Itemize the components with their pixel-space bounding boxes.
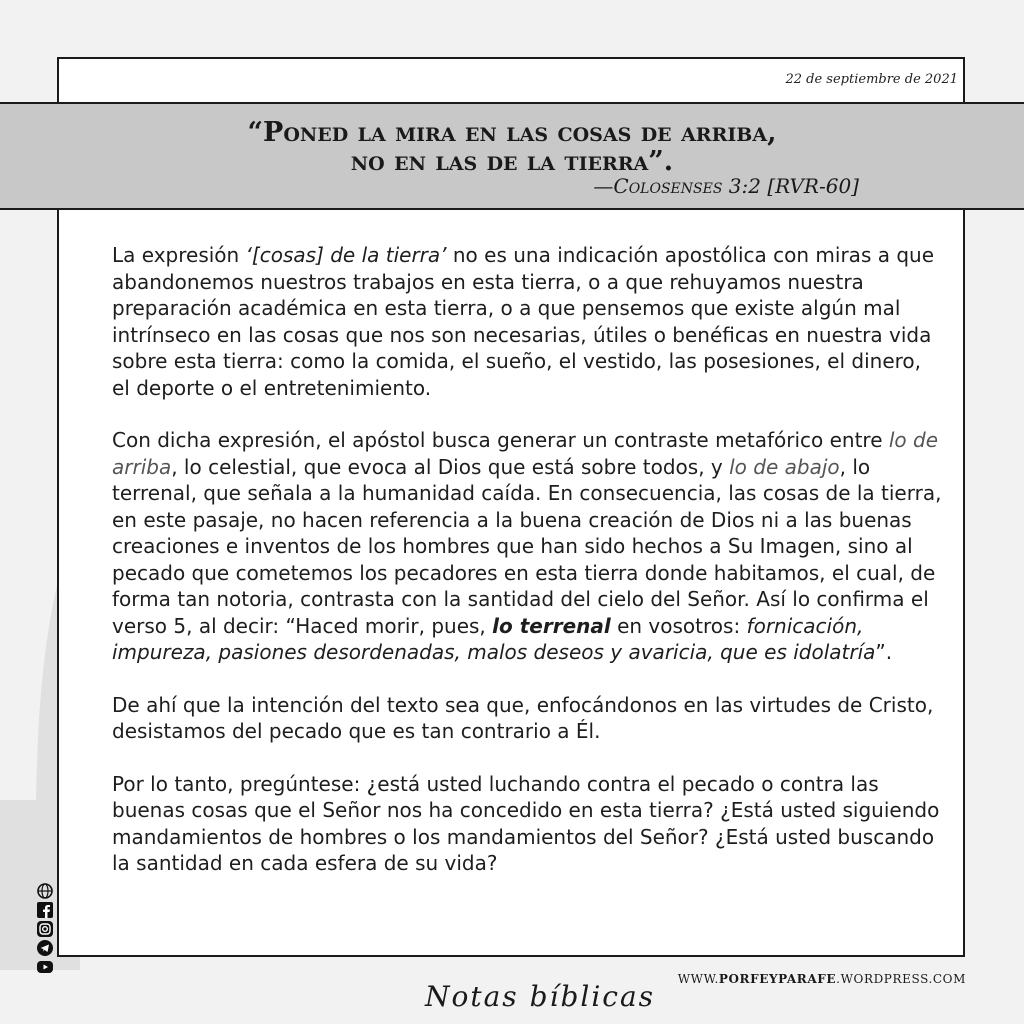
p2-emphasis-3: fornicación, impureza, pasiones desordenadas, malos deseos y avaricia, que es idolatría bbox=[112, 613, 876, 664]
verse-line-1: “Poned la mira en las cosas de arriba, bbox=[247, 117, 777, 148]
p2-text-5: ”. bbox=[875, 640, 893, 664]
website-bold: PORFEYPARAFE bbox=[718, 972, 837, 986]
website-link[interactable] bbox=[678, 972, 966, 986]
telegram-icon[interactable] bbox=[37, 940, 53, 956]
p1-text-2: no es una indicación apostólica con miras a que abandonemos nuestros trabajos en esta tierra, o a que rehuyamos nuestra preparación académica en esta tierra, o a que pensemos que existe algún mal intrínseco en las cosas que nos son necesarias, útiles o benéficas en nuestra vida sobre esta tierra: como la comida, el sueño, el vestido, las posesiones, el dinero, el deporte o el entretenimiento. bbox=[112, 243, 935, 400]
globe-icon[interactable] bbox=[37, 883, 53, 899]
paragraph-4 bbox=[112, 771, 942, 877]
p1-text-1: La expresión bbox=[112, 243, 246, 267]
date-label: 22 de septiembre de 2021 bbox=[785, 72, 958, 87]
p2-emphasis-1: lo de arriba bbox=[112, 428, 939, 479]
p4-lead: Por lo tanto, pregúntese: bbox=[112, 771, 361, 796]
paragraph-2 bbox=[112, 427, 942, 666]
verse-banner bbox=[0, 102, 1024, 210]
p2-text-1: Con dicha expresión, el apóstol busca generar un contraste metafórico entre bbox=[112, 428, 889, 452]
p2-emphasis-2: lo de abajo bbox=[729, 454, 840, 479]
social-icons bbox=[37, 883, 53, 975]
verse-quote bbox=[0, 118, 1024, 176]
p2-text-2: , lo celestial, que evoca al Dios que está sobre todos, y bbox=[171, 454, 730, 479]
website-prefix: WWW. bbox=[677, 972, 719, 986]
verse-reference: —Colosenses 3:2 [RVR-60] bbox=[593, 174, 859, 198]
article-body bbox=[112, 242, 942, 903]
signature-logo: Notas bíblicas bbox=[425, 980, 656, 1013]
p2-bold-1: lo terrenal bbox=[492, 613, 611, 638]
youtube-icon[interactable] bbox=[37, 959, 53, 975]
instagram-icon[interactable] bbox=[37, 921, 53, 937]
website-suffix: .WORDPRESS.COM bbox=[836, 972, 966, 986]
paragraph-3: De ahí que la intención del texto sea que, enfocándonos en las virtudes de Cristo, desistamos del pecado que es tan contrario a Él. bbox=[112, 692, 934, 743]
p4-text-1: ¿está usted luchando contra el pecado o contra las buenas cosas que el Señor nos ha concedido en esta tierra? ¿Está usted siguiendo mandamientos de hombres o los mandamientos del Señor? ¿Está usted buscando la santidad en cada esfera de su vida? bbox=[112, 771, 940, 875]
p1-emphasis-1: ‘[cosas] de la tierra’ bbox=[245, 243, 447, 267]
verse-line-2: no en las de la tierra”. bbox=[350, 146, 674, 177]
paragraph-1 bbox=[112, 242, 942, 401]
p2-text-3: , lo terrenal, que señala a la humanidad caída. En consecuencia, las cosas de la tierra, en este pasaje, no hacen referencia a la buena creación de Dios ni a las buenas creaciones e inventos de los hombres que han sido hechos a Su Imagen, sino al pecado que cometemos los pecadores en esta tierra donde habitamos, el cual, de forma tan notoria, contrasta con la santidad del cielo del Señor. Así lo confirma el verso 5, al decir: “Haced morir, pues, bbox=[112, 454, 942, 638]
facebook-icon[interactable] bbox=[37, 902, 53, 918]
p2-text-4: en vosotros: bbox=[610, 613, 747, 638]
